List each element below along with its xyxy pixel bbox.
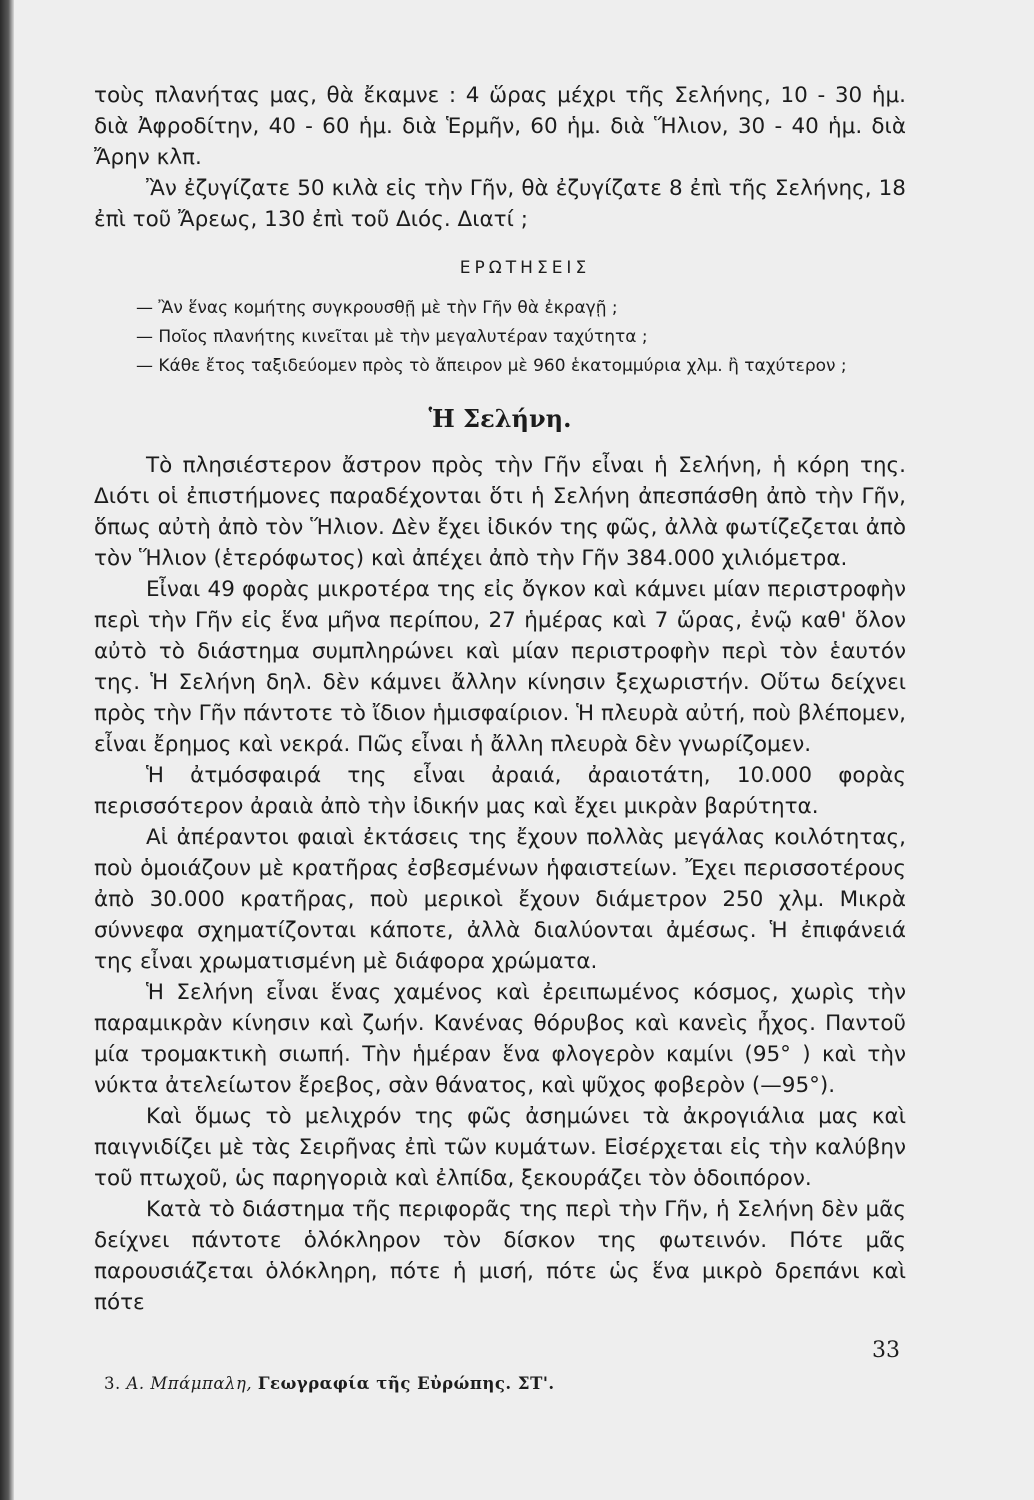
footer-author: Α. Μπάμπαλη, bbox=[126, 1374, 253, 1393]
footer-book-title: Γεωγραφία τῆς Εὐρώπης. ΣΤ'. bbox=[257, 1374, 555, 1393]
question-item: — Ἂν ἕνας κομήτης συγκρουσθῇ μὲ τὴν Γῆν θὰ ἐκραγῇ ; bbox=[136, 298, 618, 318]
body-paragraph: Εἶναι 49 φορὰς μικροτέρα της εἰς ὄγκον καὶ κάμνει μίαν περιστροφὴν περὶ τὴν Γῆν εἰς ἕνα μῆνα περίπου, 27 ἡμέρας καὶ 7 ὥρας, ἐνῷ καθ' ὅλον αὐτὸ τὸ διάστημα συμπληρώνει καὶ μίαν περιστροφὴν περὶ τὸν ἑαυτόν της. Ἡ Σελήνη δηλ. δὲν κάμνει ἄλλην κίνησιν ξεχωριστήν. Οὕτω δείχνει πρὸς τὴν Γῆν πάντοτε τὸ ἴδιον ἡμισφαίριον. Ἡ πλευρὰ αὐτή, ποὺ βλέπομεν, εἶναι ἔρημος καὶ νεκρά. Πῶς εἶναι ἡ ἄλλη πλευρὰ δὲν γνωρίζομεν. bbox=[94, 577, 906, 757]
intro-paragraph-2: Ἂν ἐζυγίζατε 50 κιλὰ εἰς τὴν Γῆν, θὰ ἐζυγίζατε 8 ἐπὶ τῆς Σελήνης, 18 ἐπὶ τοῦ Ἄρεως, 130 ἐπὶ τοῦ Διός. Διατί ; bbox=[94, 176, 906, 232]
body-paragraph: Αἱ ἀπέραντοι φαιαὶ ἐκτάσεις της ἔχουν πολλὰς μεγάλας κοιλότητας, ποὺ ὁμοιάζουν μὲ κρατῆρας ἐσβεσμένων ἡφαιστείων. Ἔχει περισσοτέρους ἀπὸ 30.000 κρατῆρας, ποὺ μερικοὶ ἔχουν διάμετρον 250 χλμ. Μικρὰ σύννεφα σχηματίζονται κάποτε, ἀλλὰ διαλύονται ἀμέσως. Ἡ ἐπιφάνειά της εἶναι χρωματισμένη μὲ διάφορα χρώματα. bbox=[94, 825, 906, 974]
page-text bbox=[94, 80, 906, 1318]
intro-paragraph-1: τοὺς πλανήτας μας, θὰ ἔκαμνε : 4 ὥρας μέχρι τῆς Σελήνης, 10 - 30 ἡμ. διὰ Ἀφροδίτην, 40 - 60 ἡμ. διὰ Ἑρμῆν, 60 ἡμ. διὰ Ἥλιον, 30 - 40 ἡμ. διὰ Ἄρην κλπ. bbox=[94, 83, 906, 170]
footer-signature bbox=[104, 1374, 555, 1393]
questions-list bbox=[136, 294, 906, 381]
page-number: 33 bbox=[872, 1338, 900, 1363]
section-title: Ἡ Σελήνη. bbox=[428, 404, 572, 433]
page-binding-shadow bbox=[0, 0, 14, 1500]
body-paragraph: Ἡ Σελήνη εἶναι ἕνας χαμένος καὶ ἐρειπωμένος κόσμος, χωρὶς τὴν παραμικρὰν κίνησιν καὶ ζωήν. Κανένας θόρυβος καὶ κανεὶς ἦχος. Παντοῦ μία τρομακτικὴ σιωπή. Τὴν ἡμέραν ἕνα φλογερὸν καμίνι (95° ) καὶ τὴν νύκτα ἀτελείωτον ἔρεβος, σὰν θάνατος, καὶ ψῦχος φοβερὸν (—95°). bbox=[94, 980, 906, 1098]
signature-mark: 3. bbox=[104, 1374, 121, 1393]
question-item: — Ποῖος πλανήτης κινεῖται μὲ τὴν μεγαλυτέραν ταχύτητα ; bbox=[136, 327, 648, 347]
body-paragraph: Καὶ ὅμως τὸ μελιχρόν της φῶς ἀσημώνει τὰ ἀκρογιάλια μας καὶ παιγνιδίζει μὲ τὰς Σειρῆνας ἐπὶ τῶν κυμάτων. Εἰσέρχεται εἰς τὴν καλύβην τοῦ πτωχοῦ, ὡς παρηγοριὰ καὶ ἐλπίδα, ξεκουράζει τὸν ὁδοιπόρον. bbox=[94, 1104, 906, 1191]
body-paragraph: Ἡ ἀτμόσφαιρά της εἶναι ἀραιά, ἀραιοτάτη, 10.000 φορὰς περισσότερον ἀραιὰ ἀπὸ τὴν ἰδικήν μας καὶ ἔχει μικρὰν βαρύτητα. bbox=[94, 763, 906, 819]
question-item: — Κάθε ἔτος ταξιδεύομεν πρὸς τὸ ἄπειρον μὲ 960 ἑκατομμύρια χλμ. ἢ ταχύτερον ; bbox=[136, 356, 847, 376]
body-paragraph: Τὸ πλησιέστερον ἄστρον πρὸς τὴν Γῆν εἶναι ἡ Σελήνη, ἡ κόρη της. Διότι οἱ ἐπιστήμονες παραδέχονται ὅτι ἡ Σελήνη ἀπεσπάσθη ἀπὸ τὴν Γῆν, ὅπως αὐτὴ ἀπὸ τὸν Ἥλιον. Δὲν ἔχει ἰδικόν της φῶς, ἀλλὰ φωτίζεζεται ἀπὸ τὸν Ἥλιον (ἑτερόφωτος) καὶ ἀπέχει ἀπὸ τὴν Γῆν 384.000 χιλιόμετρα. bbox=[94, 453, 906, 571]
body-paragraph: Κατὰ τὸ διάστημα τῆς περιφορᾶς της περὶ τὴν Γῆν, ἡ Σελήνη δὲν μᾶς δείχνει πάντοτε ὁλόκληρον τὸν δίσκον της φωτεινόν. Πότε μᾶς παρουσιάζεται ὁλόκληρη, πότε ἡ μισή, πότε ὡς ἕνα μικρὸ δρεπάνι καὶ πότε bbox=[94, 1197, 906, 1315]
questions-heading: ΕΡΩΤΗΣΕΙΣ bbox=[459, 258, 591, 278]
